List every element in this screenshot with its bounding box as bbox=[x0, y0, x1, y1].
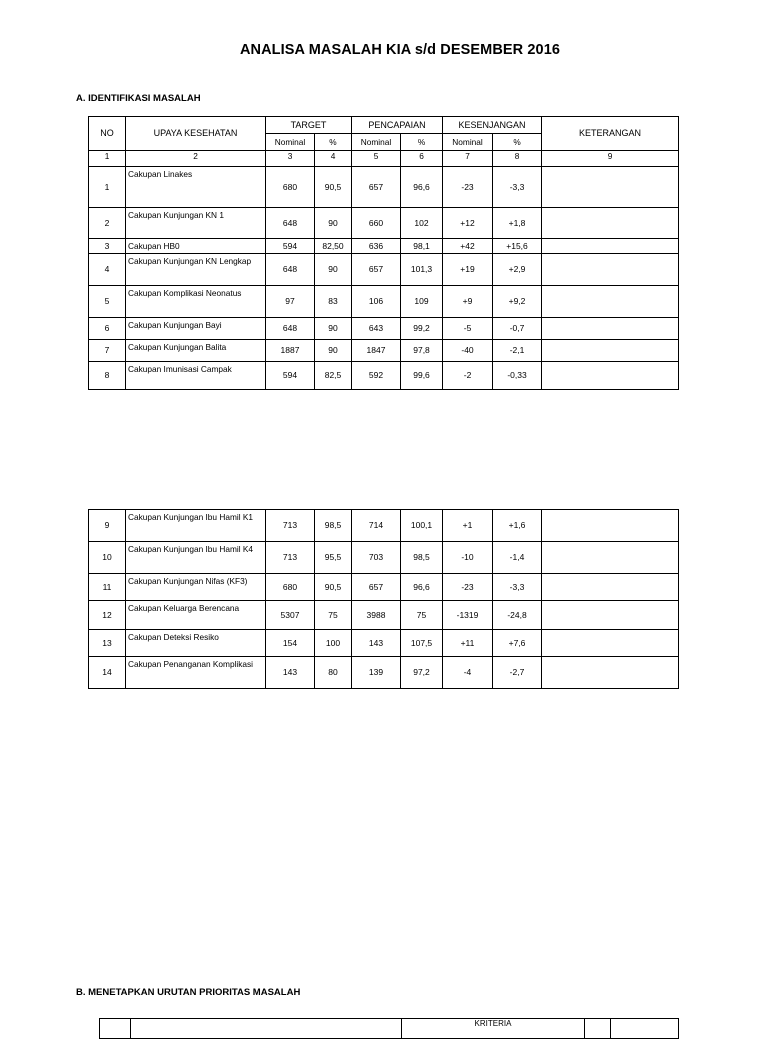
row-pencapaian-nominal: 657 bbox=[352, 167, 401, 208]
row-pencapaian-nominal: 106 bbox=[352, 286, 401, 318]
row-target-nominal: 713 bbox=[266, 542, 315, 574]
row-kesenjangan-percent: -2,1 bbox=[493, 340, 542, 362]
header-kriteria: KRITERIA bbox=[402, 1019, 585, 1039]
row-kesenjangan-percent: -0,33 bbox=[493, 362, 542, 390]
row-pencapaian-percent: 98,1 bbox=[401, 239, 443, 254]
row-target-nominal: 648 bbox=[266, 318, 315, 340]
row-no: 1 bbox=[89, 167, 126, 208]
row-keterangan bbox=[542, 542, 679, 574]
row-target-nominal: 97 bbox=[266, 286, 315, 318]
header-target-percent: % bbox=[315, 134, 352, 151]
row-kesenjangan-nominal: +42 bbox=[443, 239, 493, 254]
table-row bbox=[89, 318, 679, 340]
table-row bbox=[89, 208, 679, 239]
row-no: 11 bbox=[89, 574, 126, 601]
row-no: 3 bbox=[89, 239, 126, 254]
row-pencapaian-percent: 96,6 bbox=[401, 167, 443, 208]
row-kesenjangan-percent: +15,6 bbox=[493, 239, 542, 254]
row-target-percent: 83 bbox=[315, 286, 352, 318]
row-keterangan bbox=[542, 510, 679, 542]
header-pencapaian-nominal: Nominal bbox=[352, 134, 401, 151]
row-target-percent: 82,5 bbox=[315, 362, 352, 390]
row-upaya-kesehatan: Cakupan Deteksi Resiko bbox=[126, 630, 266, 657]
row-no: 7 bbox=[89, 340, 126, 362]
row-keterangan bbox=[542, 340, 679, 362]
row-upaya-kesehatan: Cakupan Kunjungan Nifas (KF3) bbox=[126, 574, 266, 601]
priority-extra-cell bbox=[585, 1019, 611, 1039]
row-no: 13 bbox=[89, 630, 126, 657]
row-kesenjangan-nominal: -10 bbox=[443, 542, 493, 574]
row-kesenjangan-nominal: -1319 bbox=[443, 601, 493, 630]
row-pencapaian-nominal: 592 bbox=[352, 362, 401, 390]
row-target-nominal: 5307 bbox=[266, 601, 315, 630]
row-keterangan bbox=[542, 630, 679, 657]
row-pencapaian-nominal: 657 bbox=[352, 254, 401, 286]
row-target-nominal: 680 bbox=[266, 574, 315, 601]
row-kesenjangan-nominal: -4 bbox=[443, 657, 493, 689]
row-kesenjangan-nominal: +12 bbox=[443, 208, 493, 239]
row-pencapaian-percent: 100,1 bbox=[401, 510, 443, 542]
row-no: 9 bbox=[89, 510, 126, 542]
row-upaya-kesehatan: Cakupan Kunjungan Ibu Hamil K1 bbox=[126, 510, 266, 542]
row-kesenjangan-nominal: +19 bbox=[443, 254, 493, 286]
column-number: 2 bbox=[126, 151, 266, 167]
row-kesenjangan-percent: +1,6 bbox=[493, 510, 542, 542]
row-pencapaian-percent: 102 bbox=[401, 208, 443, 239]
table-row bbox=[89, 601, 679, 630]
row-pencapaian-percent: 99,6 bbox=[401, 362, 443, 390]
row-kesenjangan-nominal: -5 bbox=[443, 318, 493, 340]
row-target-percent: 90,5 bbox=[315, 574, 352, 601]
row-target-nominal: 713 bbox=[266, 510, 315, 542]
row-pencapaian-percent: 98,5 bbox=[401, 542, 443, 574]
table-row bbox=[89, 340, 679, 362]
row-target-nominal: 594 bbox=[266, 239, 315, 254]
row-no: 5 bbox=[89, 286, 126, 318]
column-number: 4 bbox=[315, 151, 352, 167]
row-target-nominal: 648 bbox=[266, 254, 315, 286]
row-target-percent: 90 bbox=[315, 318, 352, 340]
row-pencapaian-nominal: 714 bbox=[352, 510, 401, 542]
row-upaya-kesehatan: Cakupan Imunisasi Campak bbox=[126, 362, 266, 390]
row-pencapaian-nominal: 1847 bbox=[352, 340, 401, 362]
header-no: NO bbox=[89, 117, 126, 151]
row-no: 2 bbox=[89, 208, 126, 239]
column-number: 3 bbox=[266, 151, 315, 167]
row-pencapaian-percent: 97,8 bbox=[401, 340, 443, 362]
row-pencapaian-percent: 99,2 bbox=[401, 318, 443, 340]
table-row bbox=[89, 542, 679, 574]
row-pencapaian-nominal: 660 bbox=[352, 208, 401, 239]
row-pencapaian-nominal: 643 bbox=[352, 318, 401, 340]
column-number: 1 bbox=[89, 151, 126, 167]
row-keterangan bbox=[542, 239, 679, 254]
row-target-percent: 100 bbox=[315, 630, 352, 657]
row-pencapaian-percent: 107,5 bbox=[401, 630, 443, 657]
row-upaya-kesehatan: Cakupan Linakes bbox=[126, 167, 266, 208]
row-pencapaian-percent: 96,6 bbox=[401, 574, 443, 601]
table-row bbox=[89, 167, 679, 208]
column-number: 5 bbox=[352, 151, 401, 167]
table-row bbox=[89, 286, 679, 318]
row-keterangan bbox=[542, 318, 679, 340]
header-target-nominal: Nominal bbox=[266, 134, 315, 151]
row-no: 10 bbox=[89, 542, 126, 574]
row-target-nominal: 594 bbox=[266, 362, 315, 390]
row-pencapaian-percent: 101,3 bbox=[401, 254, 443, 286]
row-kesenjangan-percent: +9,2 bbox=[493, 286, 542, 318]
row-pencapaian-percent: 75 bbox=[401, 601, 443, 630]
priority-no-cell bbox=[100, 1019, 131, 1039]
table-row bbox=[89, 239, 679, 254]
row-kesenjangan-nominal: +11 bbox=[443, 630, 493, 657]
row-keterangan bbox=[542, 657, 679, 689]
row-kesenjangan-nominal: -2 bbox=[443, 362, 493, 390]
row-target-nominal: 154 bbox=[266, 630, 315, 657]
row-target-percent: 90 bbox=[315, 340, 352, 362]
header-pencapaian: PENCAPAIAN bbox=[352, 117, 443, 134]
row-target-nominal: 143 bbox=[266, 657, 315, 689]
row-kesenjangan-percent: -0,7 bbox=[493, 318, 542, 340]
row-keterangan bbox=[542, 254, 679, 286]
row-keterangan bbox=[542, 167, 679, 208]
row-keterangan bbox=[542, 601, 679, 630]
row-target-percent: 98,5 bbox=[315, 510, 352, 542]
row-no: 14 bbox=[89, 657, 126, 689]
header-keterangan: KETERANGAN bbox=[542, 117, 679, 151]
row-upaya-kesehatan: Cakupan Keluarga Berencana bbox=[126, 601, 266, 630]
row-kesenjangan-nominal: +1 bbox=[443, 510, 493, 542]
row-pencapaian-nominal: 636 bbox=[352, 239, 401, 254]
page-title: ANALISA MASALAH KIA s/d DESEMBER 2016 bbox=[239, 42, 561, 58]
row-kesenjangan-nominal: +9 bbox=[443, 286, 493, 318]
row-keterangan bbox=[542, 286, 679, 318]
column-number: 9 bbox=[542, 151, 679, 167]
row-target-nominal: 648 bbox=[266, 208, 315, 239]
table-row bbox=[89, 254, 679, 286]
row-upaya-kesehatan: Cakupan Kunjungan KN 1 bbox=[126, 208, 266, 239]
row-target-percent: 80 bbox=[315, 657, 352, 689]
row-pencapaian-nominal: 3988 bbox=[352, 601, 401, 630]
table-row bbox=[89, 657, 679, 689]
row-target-percent: 82,50 bbox=[315, 239, 352, 254]
row-target-percent: 95,5 bbox=[315, 542, 352, 574]
row-keterangan bbox=[542, 208, 679, 239]
table-row bbox=[89, 510, 679, 542]
row-kesenjangan-percent: +7,6 bbox=[493, 630, 542, 657]
column-number: 8 bbox=[493, 151, 542, 167]
row-kesenjangan-percent: -3,3 bbox=[493, 167, 542, 208]
row-upaya-kesehatan: Cakupan HB0 bbox=[126, 239, 266, 254]
problem-identification-table-continued bbox=[88, 509, 679, 689]
row-no: 8 bbox=[89, 362, 126, 390]
header-kesenjangan-nominal: Nominal bbox=[443, 134, 493, 151]
row-kesenjangan-percent: -2,7 bbox=[493, 657, 542, 689]
row-pencapaian-nominal: 703 bbox=[352, 542, 401, 574]
row-pencapaian-percent: 109 bbox=[401, 286, 443, 318]
row-kesenjangan-percent: -24,8 bbox=[493, 601, 542, 630]
row-kesenjangan-percent: +1,8 bbox=[493, 208, 542, 239]
problem-identification-table bbox=[88, 116, 679, 390]
row-target-percent: 75 bbox=[315, 601, 352, 630]
row-upaya-kesehatan: Cakupan Kunjungan Balita bbox=[126, 340, 266, 362]
row-target-nominal: 1887 bbox=[266, 340, 315, 362]
table-row bbox=[89, 362, 679, 390]
row-target-percent: 90,5 bbox=[315, 167, 352, 208]
row-upaya-kesehatan: Cakupan Komplikasi Neonatus bbox=[126, 286, 266, 318]
section-a-title: A. IDENTIFIKASI MASALAH bbox=[76, 93, 201, 104]
row-kesenjangan-nominal: -23 bbox=[443, 167, 493, 208]
row-keterangan bbox=[542, 574, 679, 601]
row-target-percent: 90 bbox=[315, 254, 352, 286]
row-kesenjangan-percent: -3,3 bbox=[493, 574, 542, 601]
row-keterangan bbox=[542, 362, 679, 390]
table-row bbox=[89, 574, 679, 601]
row-target-percent: 90 bbox=[315, 208, 352, 239]
header-pencapaian-percent: % bbox=[401, 134, 443, 151]
priority-extra-cell bbox=[611, 1019, 679, 1039]
row-upaya-kesehatan: Cakupan Kunjungan KN Lengkap bbox=[126, 254, 266, 286]
header-kesenjangan: KESENJANGAN bbox=[443, 117, 542, 134]
row-pencapaian-nominal: 143 bbox=[352, 630, 401, 657]
header-kesenjangan-percent: % bbox=[493, 134, 542, 151]
row-pencapaian-nominal: 657 bbox=[352, 574, 401, 601]
table-row bbox=[89, 630, 679, 657]
row-no: 4 bbox=[89, 254, 126, 286]
row-no: 6 bbox=[89, 318, 126, 340]
header-upaya-kesehatan: UPAYA KESEHATAN bbox=[126, 117, 266, 151]
row-pencapaian-nominal: 139 bbox=[352, 657, 401, 689]
column-number: 6 bbox=[401, 151, 443, 167]
row-upaya-kesehatan: Cakupan Penanganan Komplikasi bbox=[126, 657, 266, 689]
column-number: 7 bbox=[443, 151, 493, 167]
row-upaya-kesehatan: Cakupan Kunjungan Ibu Hamil K4 bbox=[126, 542, 266, 574]
row-upaya-kesehatan: Cakupan Kunjungan Bayi bbox=[126, 318, 266, 340]
row-pencapaian-percent: 97,2 bbox=[401, 657, 443, 689]
priority-upaya-cell bbox=[131, 1019, 402, 1039]
row-kesenjangan-percent: +2,9 bbox=[493, 254, 542, 286]
header-target: TARGET bbox=[266, 117, 352, 134]
priority-table bbox=[99, 1018, 679, 1039]
row-kesenjangan-percent: -1,4 bbox=[493, 542, 542, 574]
row-kesenjangan-nominal: -23 bbox=[443, 574, 493, 601]
row-kesenjangan-nominal: -40 bbox=[443, 340, 493, 362]
row-no: 12 bbox=[89, 601, 126, 630]
row-target-nominal: 680 bbox=[266, 167, 315, 208]
section-b-title: B. MENETAPKAN URUTAN PRIORITAS MASALAH bbox=[76, 987, 301, 998]
